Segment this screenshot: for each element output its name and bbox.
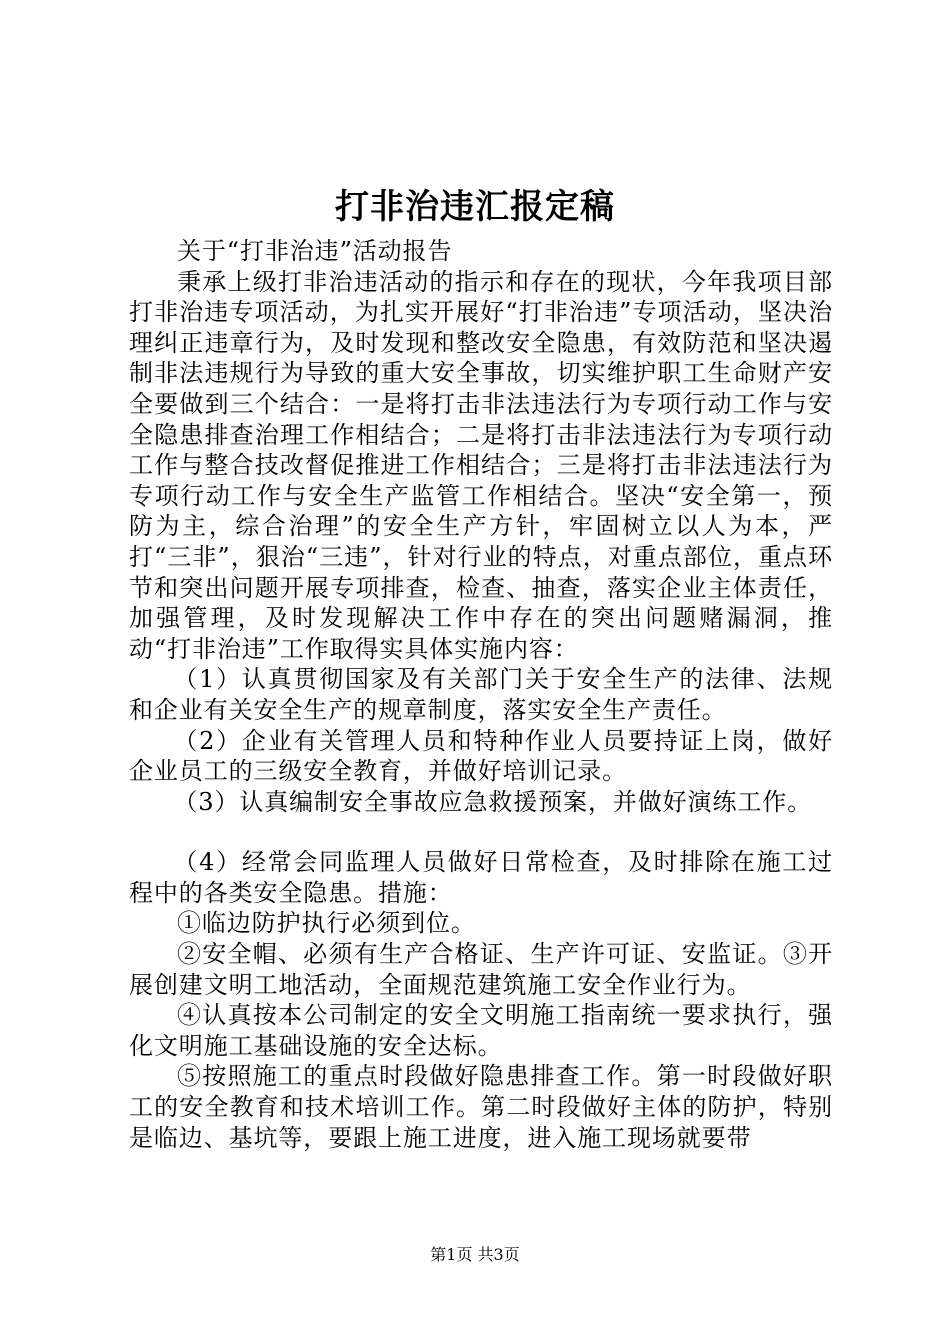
paragraph-item-4: （4）经常会同监理人员做好日常检查，及时排除在施工过程中的各类安全隐患。措施： (129, 848, 833, 907)
paragraph-item-2: （2）企业有关管理人员和特种作业人员要持证上岗，做好企业员工的三级安全教育，并做好培训记录。 (129, 726, 833, 786)
paragraph-measure-1: ①临边防护执行必须到位。 (177, 909, 476, 938)
paragraph-measure-5: ⑤按照施工的重点时段做好隐患排查工作。第一时段做好职工的安全教育和技术培训工作。第二时段做好主体的防护，特别是临边、基坑等，要跟上施工进度，进入施工现场就要带 (129, 1062, 833, 1152)
document-body (129, 236, 833, 1153)
page-footer: 第1页 共3页 (430, 1245, 520, 1264)
paragraph-item-3: （3）认真编制安全事故应急救援预案，并做好演练工作。 (173, 787, 813, 816)
paragraph-subtitle: 关于“打非治违”活动报告 (177, 237, 453, 265)
paragraph-intro: 秉承上级打非治违活动的指示和存在的现状，今年我项目部打非治违专项活动，为扎实开展好“打非治违”专项活动，坚决治理纠正违章行为，及时发现和整改安全隐患，有效防范和坚决遏制非法违规行为导致的重大安全事故，切实维护职工生命财产安全要做到三个结合：一是将打击非法违法行为专项行动工作与安全隐患排查治理工作相结合；二是将打击非法违法行为专项行动工作与整合技改督促推进工作相结合；三是将打击非法违法行为专项行动工作与安全生产监管工作相结合。坚决“安全第一，预防为主，综合治理”的安全生产方针，牢固树立以人为本，严打“三非”，狠治“三违”，针对行业的特点，对重点部位，重点环节和突出问题开展专项排查，检查、抽查，落实企业主体责任，加强管理，及时发现解决工作中存在的突出问题赌漏洞，推动“打非治违”工作取得实具体实施内容： (129, 267, 833, 663)
paragraph-measure-4: ④认真按本公司制定的安全文明施工指南统一要求执行，强化文明施工基础设施的安全达标。 (129, 1001, 833, 1060)
paragraph-measure-2-3: ②安全帽、必须有生产合格证、生产许可证、安监证。③开展创建文明工地活动，全面规范建筑施工安全作业行为。 (129, 940, 833, 999)
document-title: 打非治违汇报定稿 (335, 187, 615, 227)
paragraph-item-1: （1）认真贯彻国家及有关部门关于安全生产的法律、法规和企业有关安全生产的规章制度，落实安全生产责任。 (129, 665, 833, 724)
